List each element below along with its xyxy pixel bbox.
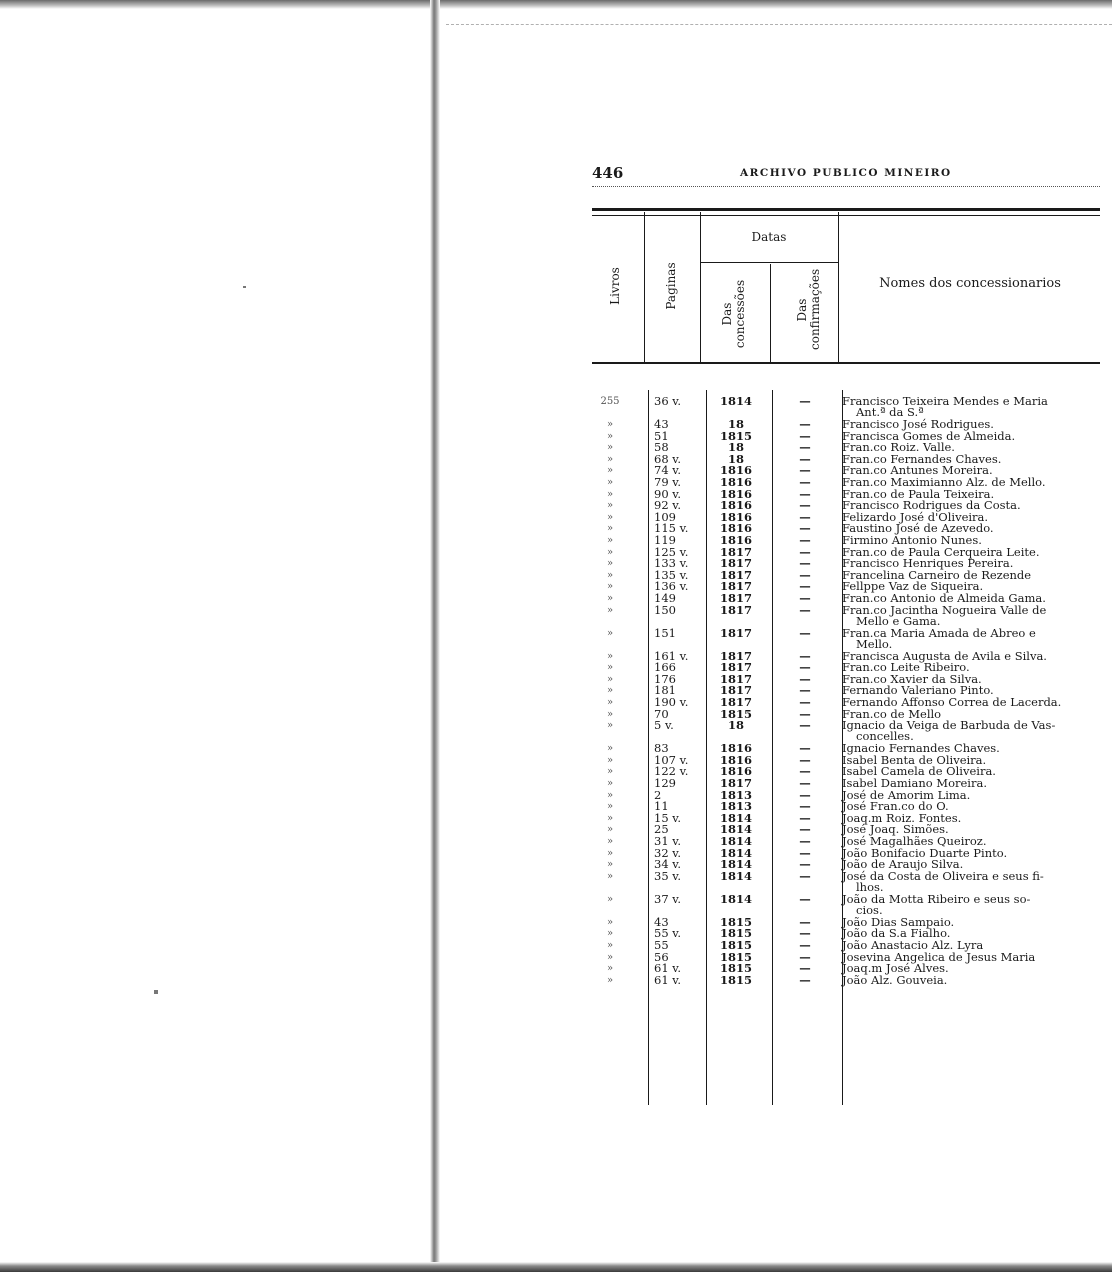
nome-text: Fran.co Jacintha Nogueira Valle de [842, 602, 1047, 617]
cell-livro: » [606, 662, 614, 674]
nome-text: José da Costa de Oliveira e seus fi- [842, 868, 1044, 883]
cell-concessao: 1815 [719, 706, 752, 721]
cell-concessao: 1817 [719, 648, 752, 663]
cell-livro: » [606, 453, 614, 465]
cell-confirmacao: — [799, 417, 811, 431]
cell-livro: » [606, 465, 614, 477]
cell-confirmacao: — [799, 579, 811, 594]
cell-pagina: 133 v. [654, 556, 689, 571]
scan-dash-line [446, 24, 1112, 25]
cell-livro: » [606, 847, 614, 859]
nome-text: Ignacio da Veiga de Barbuda de Vas- [842, 718, 1056, 733]
nome-continuation: cios. [856, 902, 883, 917]
nome-text: José Fran.co do O. [842, 799, 949, 814]
cell-livro: » [606, 685, 614, 697]
cell-confirmacao: — [799, 428, 811, 443]
cell-nome [842, 891, 1100, 917]
cell-pagina: 161 v. [654, 648, 689, 663]
nome-text: Fran.co Leite Ribeiro. [842, 660, 970, 675]
cell-concessao: 1817 [719, 544, 752, 559]
nome-text: Fran.co de Paula Teixeira. [842, 486, 995, 501]
nome-text: Fran.co Xavier da Silva. [842, 671, 982, 686]
cell-livro: » [606, 488, 614, 500]
cell-nome [842, 625, 1100, 651]
cell-pagina: 5 v. [654, 718, 674, 733]
cell-concessao: 1816 [719, 533, 752, 547]
nome-text: João Dias Sampaio. [842, 914, 955, 929]
cell-concessao: 1815 [719, 961, 752, 976]
cell-livro: » [606, 569, 614, 581]
cell-livro: » [606, 650, 614, 662]
cell-confirmacao: — [799, 718, 811, 733]
nome-continuation: Mello e Gama. [856, 613, 941, 628]
cell-livro: » [606, 558, 614, 570]
cell-pagina: 43 [654, 914, 669, 929]
cell-pagina: 31 v. [654, 834, 682, 848]
cell-confirmacao: — [799, 533, 811, 547]
cell-confirmacao: — [799, 926, 811, 941]
cell-confirmacao: — [799, 914, 811, 929]
nome-text: Fran.co Antunes Moreira. [842, 463, 993, 478]
col-rule [770, 264, 771, 362]
cell-confirmacao: — [799, 834, 811, 848]
cell-pagina: 32 v. [654, 845, 682, 860]
nome-text: Isabel Damiano Moreira. [842, 776, 987, 790]
scan-bottom-edge [0, 1262, 1112, 1272]
nome-text: Francelina Carneiro de Rezende [842, 567, 1032, 582]
cell-pagina: 70 [654, 706, 669, 721]
cell-confirmacao: — [799, 556, 811, 571]
cell-concessao: 1816 [719, 521, 752, 536]
nome-text: Firmino Antonio Nunes. [842, 533, 982, 547]
cell-confirmacao: — [799, 845, 811, 860]
cell-concessao: 1816 [719, 498, 752, 513]
cell-pagina: 37 v. [654, 891, 682, 906]
nome-text: Ignacio Fernandes Chaves. [842, 741, 1000, 756]
cell-confirmacao: — [799, 544, 811, 559]
cell-concessao: 1815 [719, 926, 752, 941]
nome-text: João da Motta Ribeiro e seus so- [842, 891, 1031, 906]
nome-text: Francisco José Rodrigues. [842, 417, 994, 431]
cell-concessao: 1817 [719, 602, 752, 617]
cell-concessao: 18 [727, 417, 744, 431]
col-header-nomes: Nomes dos concessionarios [879, 276, 1061, 291]
nome-text: Fran.co Roiz. Valle. [842, 440, 955, 455]
cell-concessao: 1816 [719, 764, 752, 779]
cell-confirmacao: — [799, 394, 811, 408]
cell-livro: » [606, 477, 614, 488]
cell-concessao: 1815 [719, 914, 752, 929]
cell-concessao: 1816 [719, 752, 752, 767]
cell-concessao: 1814 [719, 810, 752, 825]
nome-text: Francisco Henriques Pereira. [842, 556, 1014, 571]
nome-text: Fran.co Antonio de Almeida Gama. [842, 591, 1046, 605]
cell-confirmacao: — [799, 671, 811, 686]
scan-top-edge [0, 0, 1112, 9]
cell-livro: » [606, 523, 614, 535]
cell-livro: » [606, 974, 614, 986]
cell-livro: » [606, 836, 614, 847]
cell-confirmacao: — [799, 822, 811, 837]
cell-pagina: 55 [654, 938, 669, 952]
cell-nome [842, 972, 1100, 987]
cell-confirmacao: — [799, 938, 811, 952]
cell-concessao: 1814 [719, 834, 752, 848]
cell-pagina: 79 v. [654, 475, 682, 489]
nome-text: Faustino José de Azevedo. [842, 521, 994, 536]
cell-confirmacao: — [799, 810, 811, 825]
cell-confirmacao: — [799, 787, 811, 802]
cell-concessao: 1817 [719, 567, 752, 582]
cell-confirmacao: — [799, 695, 811, 709]
cell-livro: » [606, 604, 614, 616]
cell-confirmacao: — [799, 776, 811, 790]
cell-concessao: 1816 [719, 486, 752, 501]
cell-pagina: 129 [654, 776, 676, 790]
cell-livro: » [606, 500, 614, 512]
nome-text: Francisca Augusta de Avila e Silva. [842, 648, 1047, 663]
cell-confirmacao: — [799, 891, 811, 906]
nome-continuation: Ant.ª da S.ª [856, 405, 924, 419]
nome-text: Isabel Benta de Oliveira. [842, 752, 987, 767]
nome-text: Joaq.m José Alves. [842, 961, 949, 976]
cell-pagina: 2 [654, 787, 662, 802]
cell-concessao: 1817 [719, 776, 752, 790]
cell-concessao: 1817 [719, 683, 752, 698]
cell-pagina: 51 [654, 428, 669, 443]
cell-pagina: 34 v. [654, 857, 682, 872]
nome-text: Fran.co de Mello [842, 706, 942, 721]
cell-livro: » [606, 743, 614, 755]
cell-livro: » [606, 951, 614, 963]
nome-text: Isabel Camela de Oliveira. [842, 764, 996, 779]
cell-concessao: 1814 [719, 845, 752, 860]
cell-pagina: 55 v. [654, 926, 682, 941]
cell-livro: » [606, 801, 614, 813]
cell-pagina: 109 [654, 509, 676, 524]
cell-livro: » [606, 442, 614, 454]
col-header-datas: Datas [751, 230, 787, 244]
nome-text: Josevina Angelica de Jesus Maria [842, 949, 1036, 964]
cell-nome [842, 396, 1100, 418]
nome-text: João da S.a Fialho. [842, 926, 951, 941]
running-title: ARCHIVO PUBLICO MINEIRO [740, 167, 952, 179]
cell-livro: » [606, 708, 614, 720]
table-header-rule [592, 362, 1100, 364]
cell-confirmacao: — [799, 706, 811, 721]
nome-continuation: Mello. [856, 636, 893, 651]
cell-concessao: 1816 [719, 509, 752, 524]
cell-confirmacao: — [799, 949, 811, 964]
nome-text: Francisca Gomes de Almeida. [842, 428, 1016, 443]
nome-text: João Alz. Gouveia. [842, 972, 948, 987]
cell-pagina: 36 v. [654, 394, 682, 408]
nome-text: Fran.co Maximianno Alz. de Mello. [842, 475, 1046, 489]
cell-livro: » [606, 940, 614, 951]
document-page [592, 160, 1100, 1120]
nome-text: José de Amorim Lima. [842, 787, 971, 802]
cell-concessao: 1817 [719, 556, 752, 571]
cell-confirmacao: — [799, 591, 811, 605]
cell-livro: » [606, 673, 614, 685]
cell-confirmacao: — [799, 475, 811, 489]
nome-text: João de Araujo Silva. [842, 857, 964, 872]
col-rule [644, 212, 645, 362]
cell-nome [842, 602, 1100, 628]
cell-confirmacao: — [799, 463, 811, 478]
cell-pagina: 115 v. [654, 521, 689, 536]
cell-livro: » [606, 789, 614, 801]
cell-livro: » [606, 812, 614, 824]
cell-pagina: 56 [654, 949, 669, 964]
page-number: 446 [592, 164, 624, 182]
cell-pagina: 181 [654, 683, 676, 698]
cell-livro: 255 [600, 396, 620, 407]
nome-text: Fran.co Fernandes Chaves. [842, 451, 1002, 466]
cell-nome [842, 720, 1100, 742]
cell-livro: » [606, 697, 614, 708]
cell-confirmacao: — [799, 961, 811, 976]
cell-confirmacao: — [799, 868, 811, 883]
cell-livro: » [606, 870, 614, 882]
col-rule [838, 212, 839, 362]
cell-pagina: 61 v. [654, 961, 682, 976]
cell-pagina: 125 v. [654, 544, 689, 559]
cell-livro: » [606, 581, 614, 593]
cell-pagina: 136 v. [654, 579, 689, 594]
cell-confirmacao: — [799, 625, 811, 640]
nome-text: João Bonifacio Duarte Pinto. [842, 845, 1008, 860]
cell-livro: » [606, 720, 614, 732]
nome-text: Francisco Rodrigues da Costa. [842, 498, 1021, 513]
cell-confirmacao: — [799, 451, 811, 466]
cell-concessao: 1814 [719, 868, 752, 883]
cell-concessao: 1815 [719, 949, 752, 964]
cell-pagina: 90 v. [654, 486, 682, 501]
cell-concessao: 1813 [719, 787, 752, 802]
cell-confirmacao: — [799, 683, 811, 698]
cell-livro: » [606, 593, 614, 604]
cell-pagina: 176 [654, 671, 676, 686]
cell-pagina: 58 [654, 440, 669, 455]
cell-livro: » [606, 535, 614, 546]
cell-pagina: 135 v. [654, 567, 689, 582]
col-header-paginas: Paginas [664, 262, 678, 310]
cell-confirmacao: — [799, 752, 811, 767]
cell-pagina: 68 v. [654, 451, 682, 466]
cell-concessao: 1817 [719, 579, 752, 594]
nome-text: Fran.ca Maria Amada de Abreo e [842, 625, 1036, 640]
cell-concessao: 1816 [719, 741, 752, 756]
cell-pagina: 74 v. [654, 463, 682, 478]
cell-livro: » [606, 766, 614, 778]
nome-text: Fellppe Vaz de Siqueira. [842, 579, 984, 594]
cell-pagina: 83 [654, 741, 669, 756]
cell-livro: » [606, 778, 614, 789]
cell-pagina: 107 v. [654, 752, 689, 767]
cell-pagina: 92 v. [654, 498, 682, 513]
cell-confirmacao: — [799, 509, 811, 524]
cell-pagina: 43 [654, 417, 669, 431]
cell-livro: » [606, 511, 614, 523]
scan-speck [154, 990, 158, 994]
header-rule [592, 186, 1100, 187]
cell-concessao: 18 [727, 440, 744, 455]
cell-pagina: 61 v. [654, 972, 682, 987]
cell-concessao: 1817 [719, 625, 752, 640]
col-header-livros: Livros [608, 267, 622, 305]
cell-confirmacao: — [799, 648, 811, 663]
cell-concessao: 1814 [719, 891, 752, 906]
nome-continuation: lhos. [856, 879, 884, 894]
cell-livro: » [606, 419, 614, 430]
cell-confirmacao: — [799, 857, 811, 872]
cell-concessao: 1815 [719, 938, 752, 952]
cell-concessao: 1814 [719, 857, 752, 872]
cell-confirmacao: — [799, 602, 811, 617]
nome-text: José Joaq. Simões. [842, 822, 949, 837]
nome-text: José Magalhães Queiroz. [842, 834, 987, 848]
cell-concessao: 1816 [719, 463, 752, 478]
cell-pagina: 122 v. [654, 764, 689, 779]
cell-pagina: 25 [654, 822, 669, 837]
nome-text: Felizardo José d'Oliveira. [842, 509, 989, 524]
cell-livro: » [606, 627, 614, 639]
cell-concessao: 1814 [719, 822, 752, 837]
datas-subrule [700, 262, 838, 263]
cell-confirmacao: — [799, 521, 811, 536]
cell-concessao: 1815 [719, 428, 752, 443]
cell-concessao: 1817 [719, 671, 752, 686]
col-header-concessoes: Das concessões [720, 279, 747, 349]
nome-text: Fran.co de Paula Cerqueira Leite. [842, 544, 1040, 559]
nome-continuation: concelles. [856, 729, 914, 744]
cell-pagina: 190 v. [654, 695, 689, 709]
cell-pagina: 150 [654, 602, 676, 617]
cell-confirmacao: — [799, 440, 811, 455]
page-header [592, 164, 1100, 184]
cell-confirmacao: — [799, 741, 811, 756]
cell-pagina: 166 [654, 660, 676, 675]
cell-concessao: 1813 [719, 799, 752, 814]
cell-confirmacao: — [799, 567, 811, 582]
nome-text: Fernando Affonso Correa de Lacerda. [842, 695, 1062, 709]
cell-concessao: 1817 [719, 591, 752, 605]
cell-confirmacao: — [799, 972, 811, 987]
cell-confirmacao: — [799, 764, 811, 779]
cell-pagina: 149 [654, 591, 676, 605]
col-rule [706, 390, 707, 1105]
cell-pagina: 11 [654, 799, 669, 814]
cell-concessao: 1817 [719, 660, 752, 675]
cell-livro: » [606, 546, 614, 558]
cell-livro: » [606, 824, 614, 836]
nome-text: Fernando Valeriano Pinto. [842, 683, 994, 698]
nome-text: João Anastacio Alz. Lyra [842, 938, 984, 952]
cell-livro: » [606, 430, 614, 442]
cell-livro: » [606, 963, 614, 975]
cell-livro: » [606, 893, 614, 905]
cell-concessao: 1816 [719, 475, 752, 489]
cell-livro: » [606, 754, 614, 766]
cell-pagina: 15 v. [654, 810, 682, 825]
cell-concessao: 1817 [719, 695, 752, 709]
book-spine [430, 0, 440, 1272]
cell-pagina: 151 [654, 625, 676, 640]
col-rule [648, 390, 649, 1105]
cell-livro: » [606, 928, 614, 940]
nome-text: Joaq.m Roiz. Fontes. [842, 810, 962, 825]
cell-concessao: 1815 [719, 972, 752, 987]
cell-pagina: 119 [654, 533, 676, 547]
cell-pagina: 35 v. [654, 868, 682, 883]
cell-concessao: 18 [727, 718, 744, 733]
table-top-rule [592, 208, 1100, 216]
cell-confirmacao: — [799, 660, 811, 675]
scan-speck [243, 286, 246, 288]
nome-text: Francisco Teixeira Mendes e Maria [842, 394, 1048, 408]
cell-concessao: 1814 [719, 394, 752, 408]
cell-confirmacao: — [799, 486, 811, 501]
cell-concessao: 18 [727, 451, 744, 466]
cell-livro: » [606, 859, 614, 871]
cell-livro: » [606, 916, 614, 928]
cell-confirmacao: — [799, 799, 811, 814]
cell-confirmacao: — [799, 498, 811, 513]
cell-nome [842, 868, 1100, 894]
col-header-confirmacoes: Das confirmações [795, 268, 822, 350]
